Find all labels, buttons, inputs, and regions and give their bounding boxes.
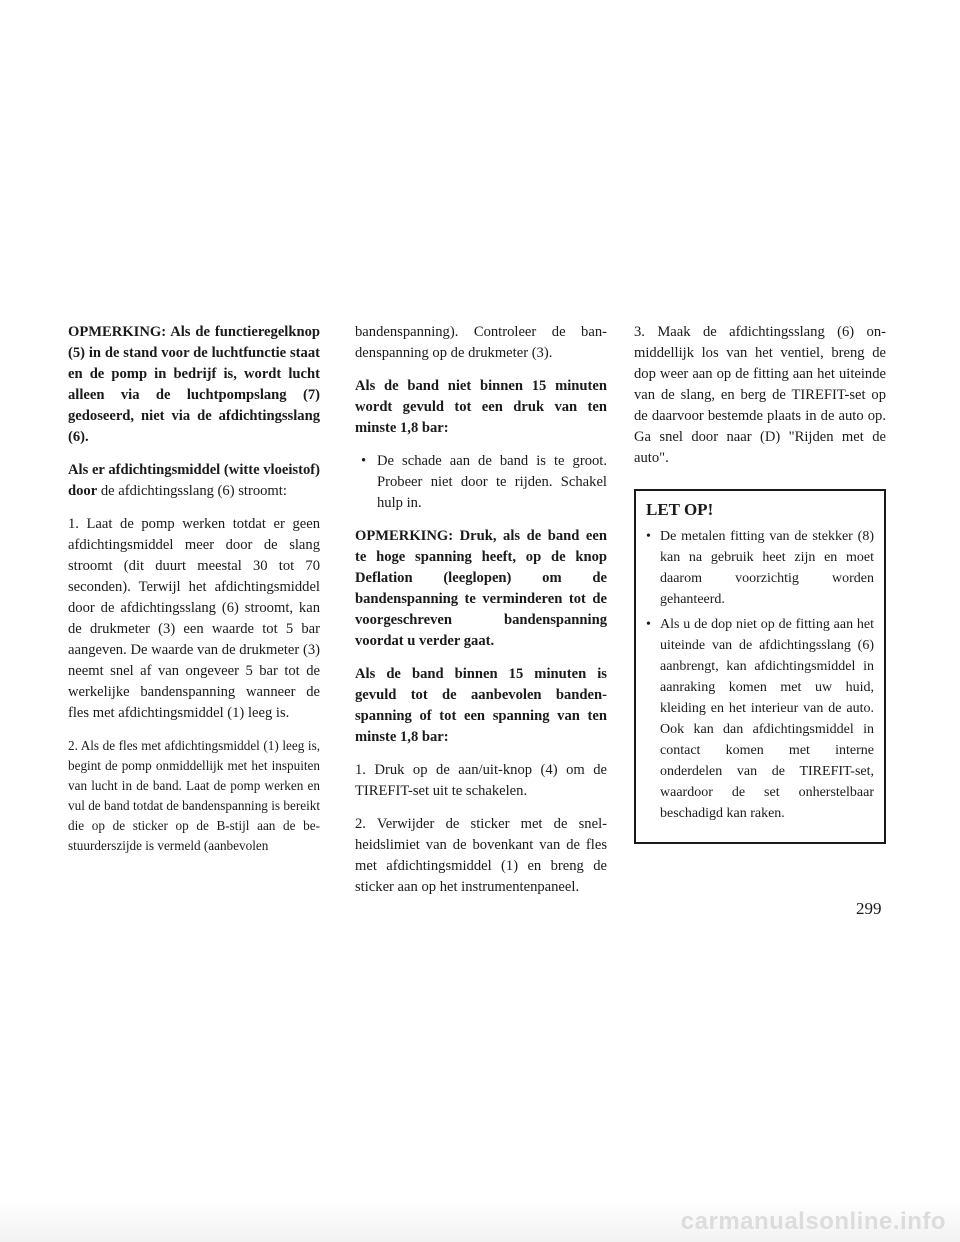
bullet-damage: • De schade aan de band is te groot. Probeer niet door te rijden. Schakel hulp in. bbox=[355, 451, 607, 514]
sealant-flow-heading: Als er afdichtingsmiddel (witte vloeistof) door de afdichtingsslang (6) stroomt: bbox=[68, 462, 320, 499]
warning-item: • Als u de dop niet op de fitting aan het uiteinde van de afdichtingsslang (6) aanbrengt, kan afdichtingsmiddel in aanraking komen met uw huid, kleiding en het interieur van de auto. Ook kan dan afdichtingsmiddel in contact komen met interne onderdelen van de TIREFIT-set, waardoor de set onherstelbaar beschadigd kan raken. bbox=[646, 614, 874, 824]
step-3-paragraph: 3. Maak de afdichtingsslang (6) onmiddellijk los van het ventiel, breng de dop weer aan op de fitting aan het uiteinde van de slang, en berg de TIREFIT-set op de daarvoor bestemde plaats in de auto op. Ga snel door naar (D) "Rijden met de auto". bbox=[634, 324, 886, 466]
warning-item: • De metalen fitting van de stekker (8) kan na gebruik heet zijn en moet daarom voorzichtig worden gehanteerd. bbox=[646, 526, 874, 610]
step-1-off: 1. Druk op de aan/uit-knop (4) om de TIREFIT-set uit te schakelen. bbox=[355, 762, 607, 799]
note-air-function: OPMERKING: Als de functieregelknop (5) in de stand voor de luchtfunctie staat en de pomp in bedrijf is, wordt lucht alleen via de luchtpompslang (7) gedoseerd, niet via de afdichtingsslang (6). bbox=[68, 324, 320, 445]
warning-box bbox=[634, 489, 886, 844]
heading-within-15: Als de band binnen 15 minuten is gevuld tot de aanbevolen bandenspanning of tot een spanning van ten minste 1,8 bar: bbox=[355, 666, 607, 745]
note-deflation: OPMERKING: Druk, als de band een te hoge spanning heeft, op de knop Deflation (leeglopen) om de bandenspanning te verminderen tot de voorgeschreven bandenspanning voordat u verder gaat. bbox=[355, 528, 607, 649]
footer-watermark-bar bbox=[0, 1200, 960, 1242]
column-middle bbox=[355, 322, 607, 910]
watermark-text: carmanualsonline.info bbox=[680, 1208, 946, 1235]
step-1-paragraph: 1. Laat de pomp werken totdat er geen afdichtingsmiddel meer door de slang stroomt (dit duurt meestal 30 tot 70 seconden). Terwijl het afdichtingsmiddel door de afdichtingsslang (6) stroomt, kan de drukmeter (3) een waarde tot 5 bar aangeven. De waarde van de drukmeter (3) neemt snel af van ongeveer 5 bar tot de werkelijke bandenspanning wanneer de fles met afdichtingsmiddel (1) leeg is. bbox=[68, 516, 320, 721]
step-2-paragraph: 2. Als de fles met afdichtingsmiddel (1) leeg is, begint de pomp onmiddellijk met het inspuiten van lucht in de band. Laat de pomp werken en vul de band totdat de bandenspanning is bereikt die op de sticker op de B-stijl aan de bestuurderszijde is vermeld (aanbevolen bbox=[68, 738, 320, 853]
heading-not-within-15: Als de band niet binnen 15 minuten wordt gevuld tot een druk van ten minste 1,8 bar: bbox=[355, 378, 607, 436]
step-2-sticker: 2. Verwijder de sticker met de snelheidslimiet van de bovenkant van de fles met afdichtingsmiddel (1) en breng de sticker aan op het instrumentenpaneel. bbox=[355, 816, 607, 895]
column-left bbox=[68, 322, 320, 868]
page-number: 299 bbox=[856, 899, 882, 918]
warning-title: LET OP! bbox=[646, 500, 714, 519]
continued-paragraph: bandenspanning). Controleer de bandenspanning op de drukmeter (3). bbox=[355, 324, 607, 361]
column-right bbox=[634, 322, 886, 844]
